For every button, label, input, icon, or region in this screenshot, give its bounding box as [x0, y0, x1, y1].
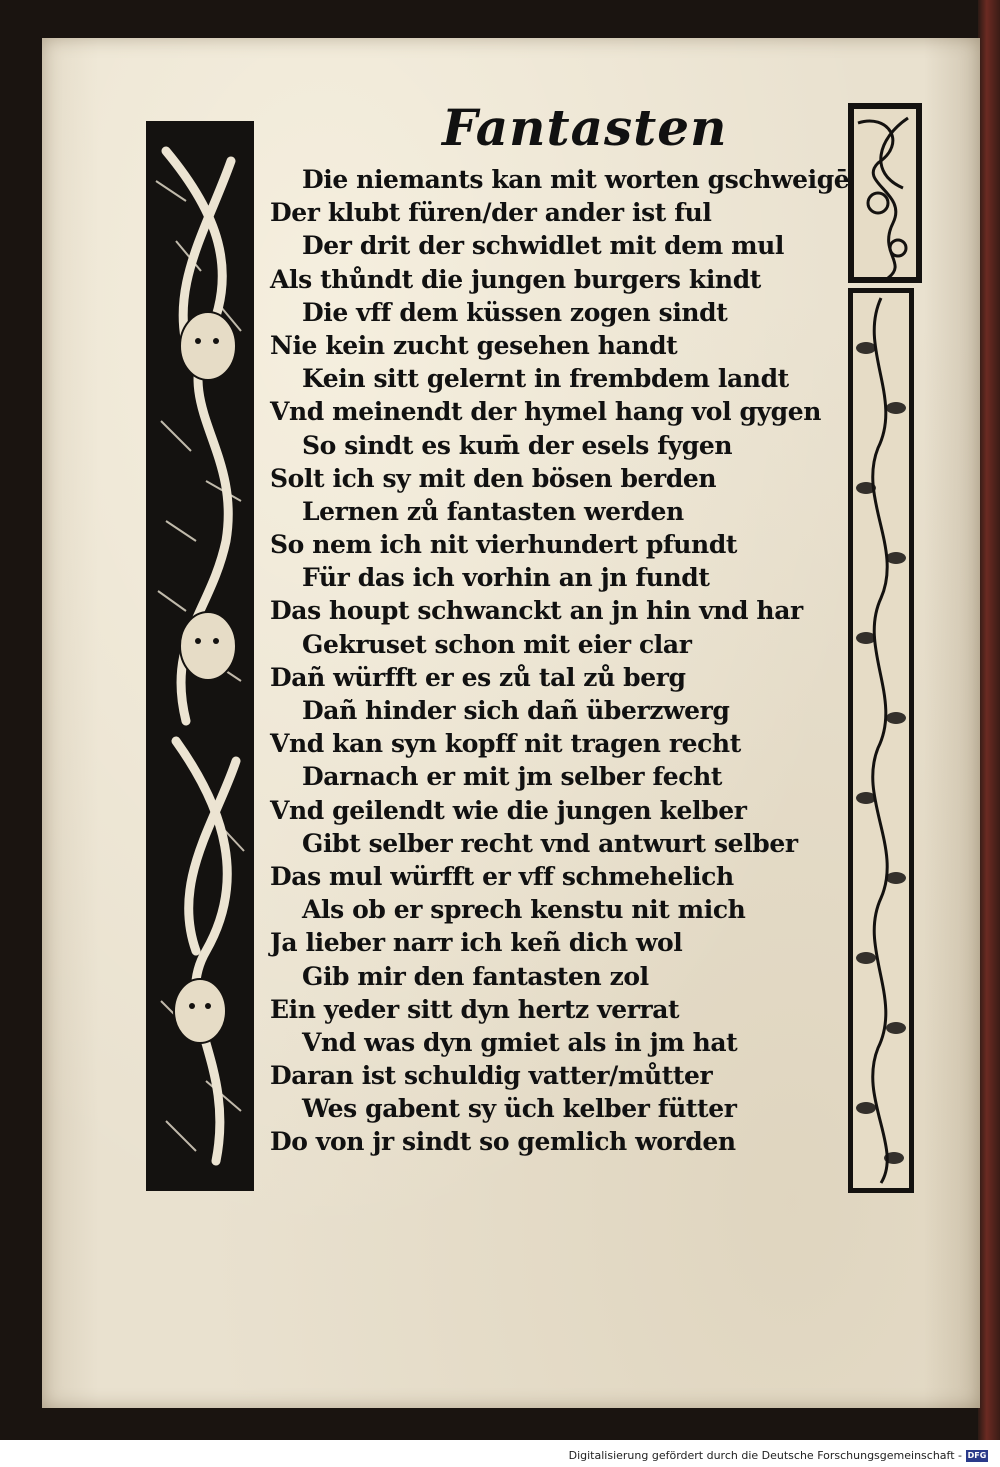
- verse-line: Do von jr sindt so gemlich worden: [270, 1127, 736, 1157]
- verse-line: Gibt selber recht vnd antwurt selber: [302, 828, 798, 858]
- verse-line: Gekruset schon mit eier clar: [302, 629, 692, 659]
- book-edge: [978, 0, 1000, 1440]
- verse-line: Ja lieber narr ich keñ dich wol: [270, 928, 683, 958]
- verse-line: Ein yeder sitt dyn hertz verrat: [270, 994, 680, 1024]
- verse-line: Darnach er mit jm selber fecht: [302, 762, 723, 792]
- verse-line: Solt ich sy mit den bösen berden: [270, 463, 717, 493]
- verse-line: Das houpt schwanckt an jn hin vnd har: [270, 596, 803, 626]
- verse-line: Wes gabent sy üch kelber fütter: [302, 1094, 737, 1124]
- woodcut-border-right-foliage: [848, 288, 914, 1193]
- verse-line: Als ob er sprech kenstu nit mich: [302, 895, 746, 925]
- verse-line: So sindt es kum̄ der esels fygen: [302, 430, 733, 460]
- page-title: Fantasten: [442, 98, 728, 157]
- verse-line: Dañ würfft er es zů tal zů berg: [270, 662, 686, 692]
- verse-line: Der klubt füren/der ander ist ful: [270, 198, 712, 228]
- verse-line: Der drit der schwidlet mit dem mul: [302, 231, 785, 261]
- verse-line: Gib mir den fantasten zol: [302, 961, 649, 991]
- verse-line: Vnd was dyn gmiet als in jm hat: [302, 1027, 738, 1057]
- verse-line: Das mul würfft er vff schmehelich: [270, 861, 734, 891]
- verse-line: So nem ich nit vierhundert pfundt: [270, 530, 738, 560]
- verse-line: Vnd kan syn kopff nit tragen recht: [270, 729, 741, 759]
- verse-line: Als thůndt die jungen burgers kindt: [270, 264, 761, 294]
- dfg-logo-icon: DFG: [967, 1451, 987, 1460]
- verse-line: Lernen zů fantasten werden: [302, 496, 684, 526]
- verse-line: Daran ist schuldig vatter/můtter: [270, 1061, 713, 1091]
- verse-line: Vnd geilendt wie die jungen kelber: [270, 795, 747, 825]
- woodcut-border-left: [146, 121, 254, 1191]
- book-page: [42, 38, 980, 1408]
- funding-credit: Digitalisierung gefördert durch die Deutsche Forschungsgemeinschaft -: [568, 1449, 962, 1462]
- verse-line: Die niemants kan mit worten gschweigē: [302, 165, 850, 194]
- verse-line: Kein sitt gelernt in frembdem landt: [302, 364, 789, 394]
- verse-line: Vnd meinendt der hymel hang vol gygen: [270, 397, 822, 427]
- verse-line: Für das ich vorhin an jn fundt: [302, 563, 710, 593]
- verse-list: [270, 163, 850, 1159]
- woodcut-border-right-top: [848, 103, 922, 283]
- verse-line: Die vff dem küssen zogen sindt: [302, 297, 728, 327]
- verse-line: Dañ hinder sich dañ überzwerg: [302, 696, 730, 725]
- verse-line: Nie kein zucht gesehen handt: [270, 330, 678, 360]
